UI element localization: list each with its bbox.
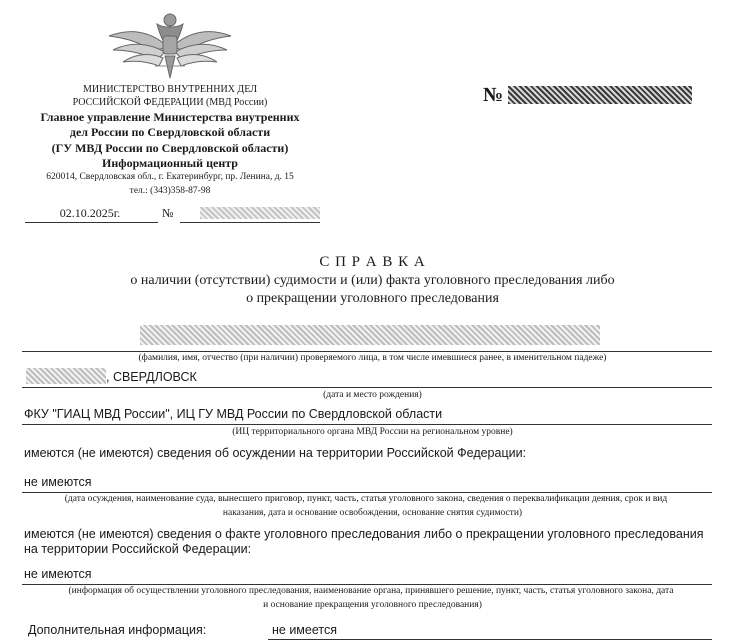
prosecution-caption-1: (информация об осуществлении уголовного преследования, наименование органа, принявшего решение, пункт, часть, статья уголовного закона, дата: [68, 586, 674, 596]
redacted-number: [200, 207, 320, 219]
additional-label: Дополнительная информация:: [28, 623, 207, 637]
dept-line-1: Главное управление Министерства внутренних: [40, 110, 300, 124]
number-label: №: [162, 206, 174, 220]
phone: тел.: (343)358-87-98: [129, 186, 211, 196]
date-underline: [25, 222, 158, 223]
prosecution-caption-2: и основание прекращения уголовного преследования): [263, 600, 482, 610]
conviction-caption-1: (дата осуждения, наименование суда, вынесшего приговор, пункт, часть, статья уголовного закона, сведения о переквалификации деяния, срок и вид: [64, 494, 668, 504]
address: 620014, Свердловская обл., г. Екатеринбург, пр. Ленина, д. 15: [46, 172, 294, 182]
conviction-value: не имеются: [24, 475, 92, 489]
title-line-1: о наличии (отсутствии) судимости и (или) факта уголовного преследования либо: [130, 273, 615, 288]
ministry-line-2: РОССИЙСКОЙ ФЕДЕРАЦИИ (МВД России): [72, 97, 268, 108]
redacted-birth-date: [26, 368, 106, 384]
document-date: 02.10.2025г.: [59, 206, 121, 220]
prosecution-underline: [22, 584, 712, 585]
conviction-caption-2: наказания, дата и основание освобождения, основание снятия судимости): [222, 508, 523, 518]
fio-underline: [22, 351, 712, 352]
conviction-underline: [22, 492, 712, 493]
authority-caption: (ИЦ территориального органа МВД России на региональном уровне): [232, 427, 513, 437]
birth-caption: (дата и место рождения): [323, 390, 422, 400]
conviction-label: имеются (не имеются) сведения об осуждении на территории Российской Федерации:: [24, 446, 527, 460]
document-title: С П Р А В К А: [319, 254, 426, 270]
mvd-emblem: [105, 6, 235, 84]
authority-underline: [22, 424, 712, 425]
title-line-2: о прекращении уголовного преследования: [246, 291, 499, 306]
fio-caption: (фамилия, имя, отчество (при наличии) проверяемого лица, в том числе имевшиеся ранее, в именительном падеже): [138, 353, 607, 363]
additional-underline: [268, 639, 712, 640]
prosecution-label-2: на территории Российской Федерации:: [24, 542, 252, 556]
top-number-label: №: [483, 84, 504, 106]
number-underline: [180, 222, 320, 223]
dept-line-2: дел России по Свердловской области: [69, 125, 271, 139]
redacted-top-number: [508, 86, 692, 104]
birth-underline: [22, 387, 712, 388]
birth-place: , СВЕРДЛОВСК: [106, 370, 197, 384]
dept-line-4: Информационный центр: [102, 156, 238, 170]
dept-line-3: (ГУ МВД России по Свердловской области): [51, 141, 289, 155]
ministry-line-1: МИНИСТЕРСТВО ВНУТРЕННИХ ДЕЛ: [82, 84, 257, 95]
prosecution-label-1: имеются (не имеются) сведения о факте уголовного преследования либо о прекращении уголовного преследования: [24, 527, 704, 541]
prosecution-value: не имеются: [24, 567, 92, 581]
redacted-fio: [140, 325, 600, 345]
authority-value: ФКУ "ГИАЦ МВД России", ИЦ ГУ МВД России по Свердловской области: [24, 407, 443, 421]
additional-value: не имеется: [272, 623, 337, 637]
